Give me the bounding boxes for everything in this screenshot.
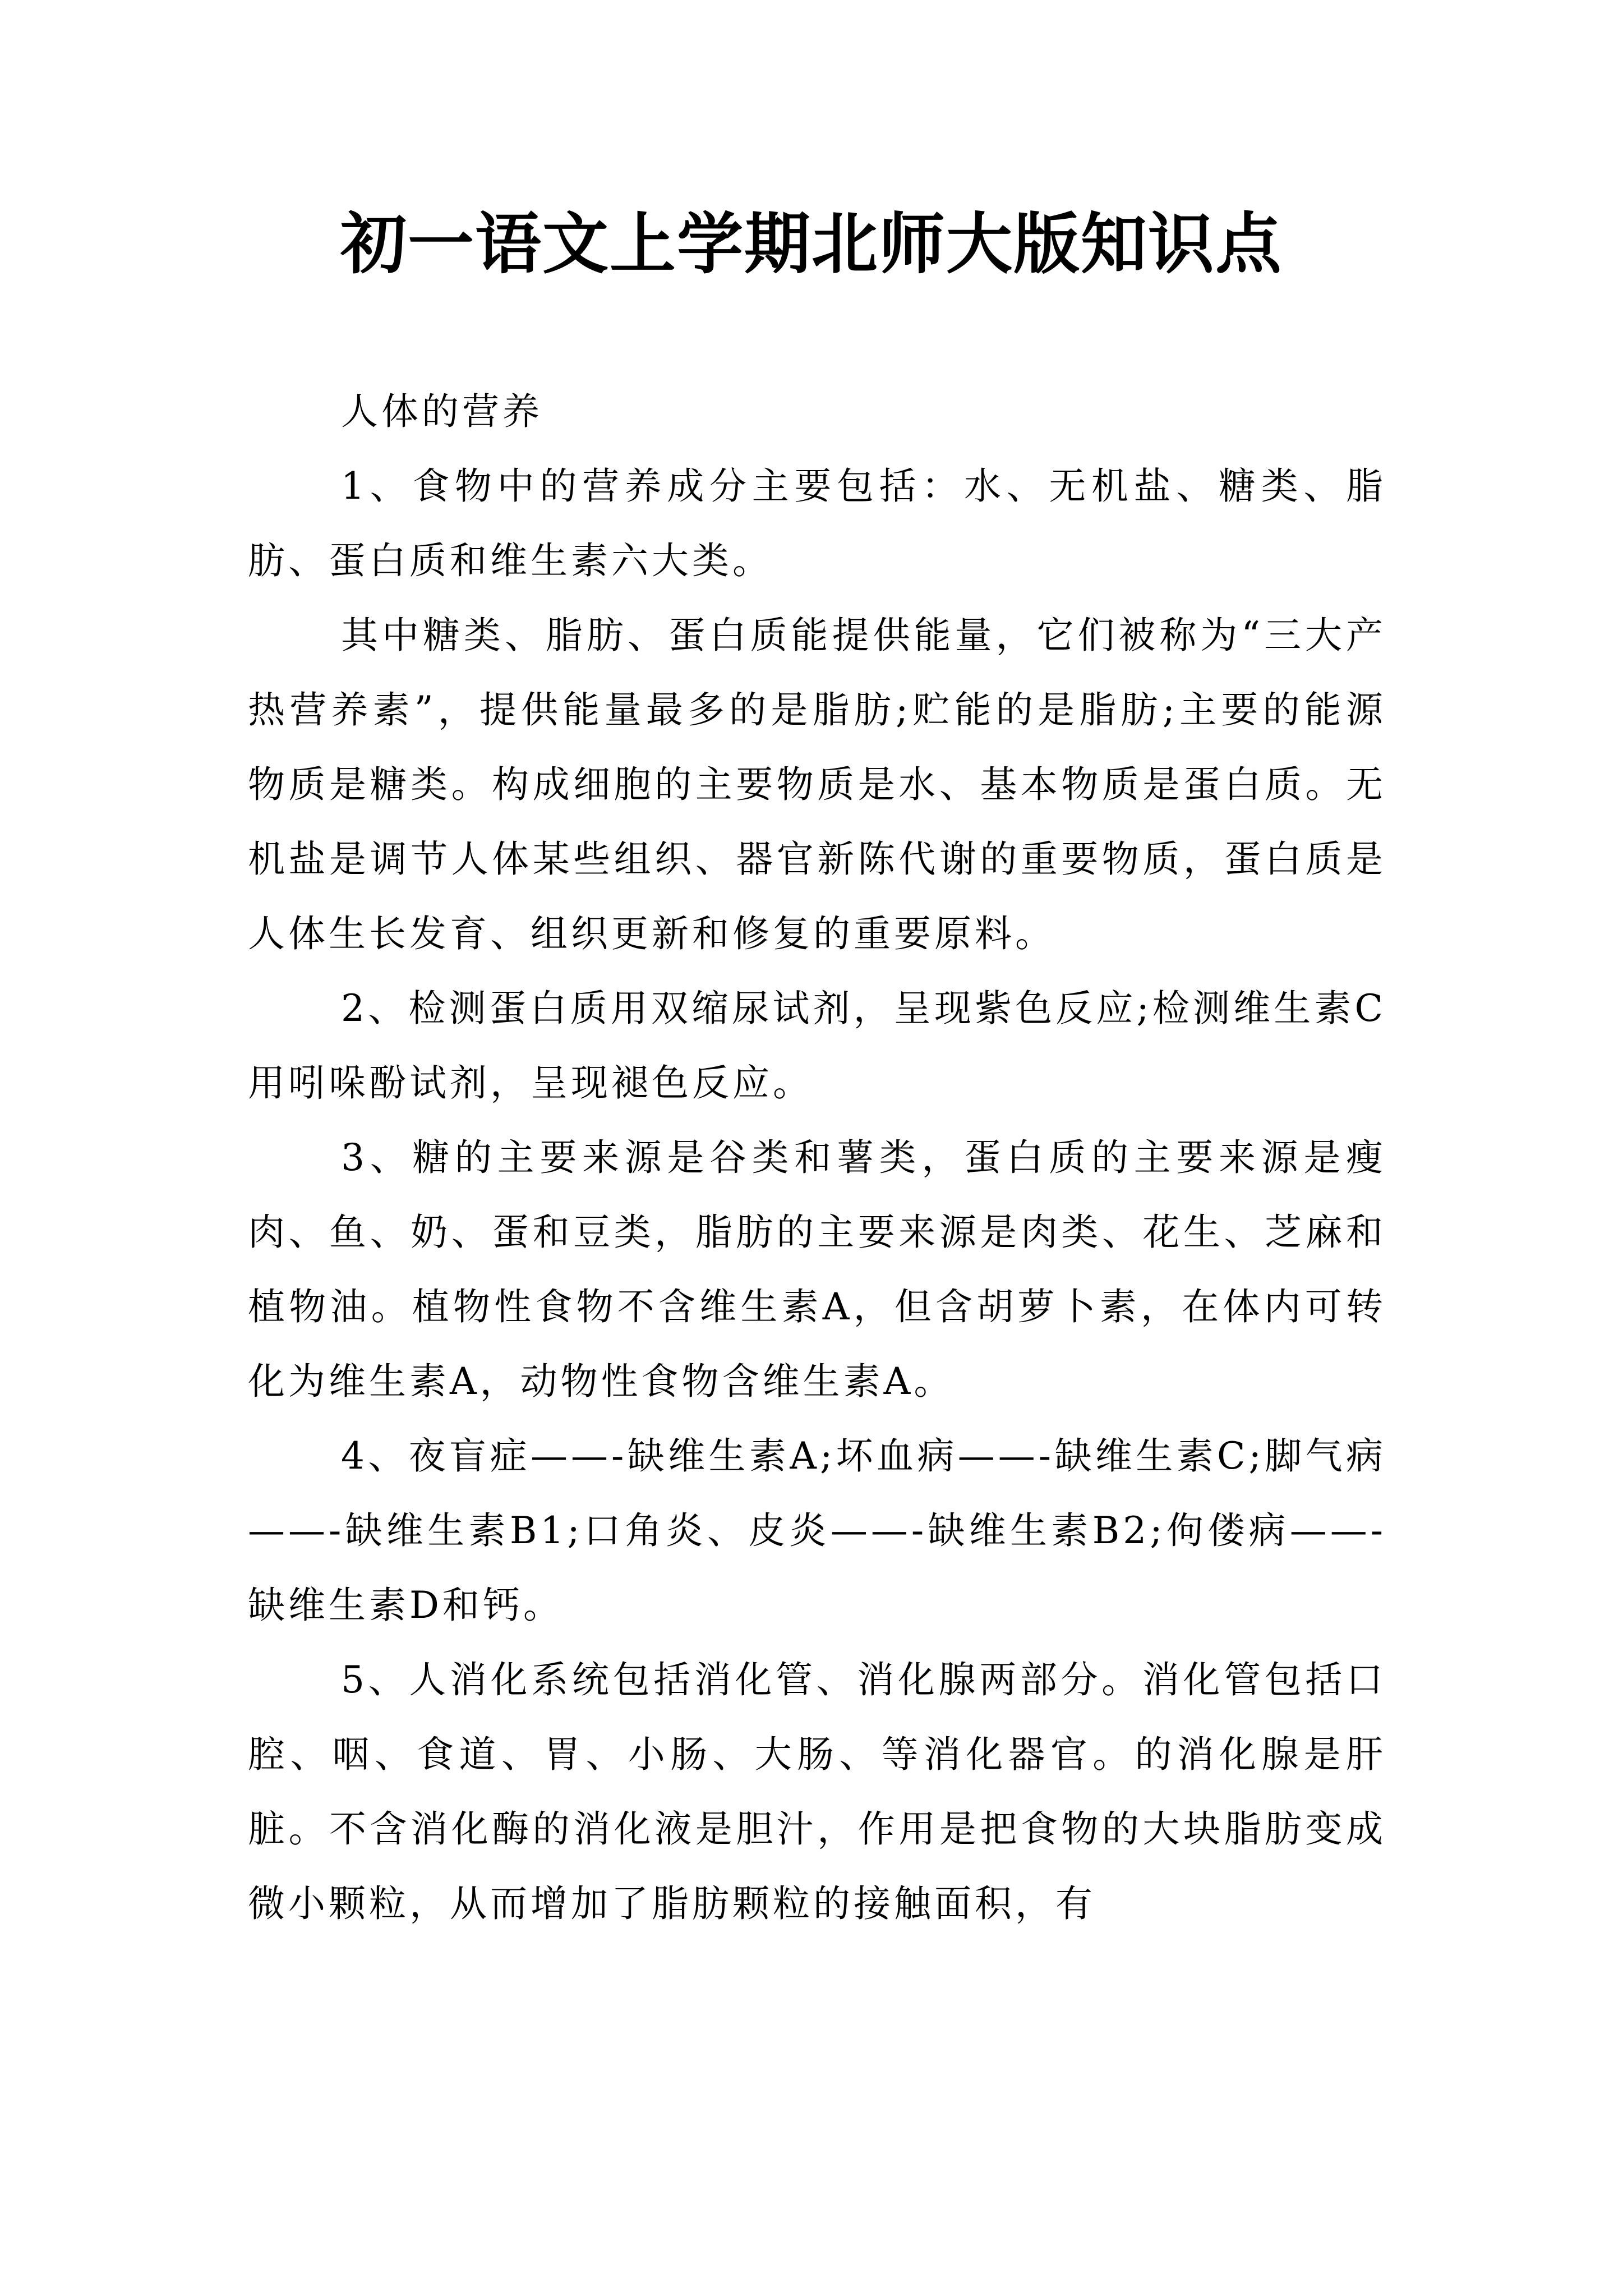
paragraph-1: 1、食物中的营养成分主要包括：水、无机盐、糖类、脂肪、蛋白质和维生素六大类。 <box>248 464 1386 582</box>
document-title: 初一语文上学期北师大版知识点 <box>340 205 1283 283</box>
paragraph-4: 3、糖的主要来源是谷类和薯类，蛋白质的主要来源是瘦肉、鱼、奶、蛋和豆类，脂肪的主要来源是肉类、花生、芝麻和植物油。植物性食物不含维生素A，但含胡萝卜素，在体内可转化为维生素A，动物性食物含维生素A。 <box>248 1136 1386 1403</box>
document-body <box>248 374 1386 1941</box>
paragraph-5: 4、夜盲症——-缺维生素A;坏血病——-缺维生素C;脚气病——-缺维生素B1;口角炎、皮炎——-缺维生素B2;佝偻病——-缺维生素D和钙。 <box>248 1434 1386 1627</box>
paragraph-3: 2、检测蛋白质用双缩尿试剂，呈现紫色反应;检测维生素C用吲哚酚试剂，呈现褪色反应。 <box>248 987 1386 1105</box>
section-heading: 人体的营养 <box>341 390 543 433</box>
paragraph-6: 5、人消化系统包括消化管、消化腺两部分。消化管包括口腔、咽、食道、胃、小肠、大肠、等消化器官。的消化腺是肝脏。不含消化酶的消化液是胆汁，作用是把食物的大块脂肪变成微小颗粒，从而增加了脂肪颗粒的接触面积，有 <box>248 1658 1386 1925</box>
paragraph-2: 其中糖类、脂肪、蛋白质能提供能量，它们被称为“三大产热营养素”，提供能量最多的是脂肪;贮能的是脂肪;主要的能源物质是糖类。构成细胞的主要物质是水、基本物质是蛋白质。无机盐是调节人体某些组织、器官新陈代谢的重要物质，蛋白质是人体生长发育、组织更新和修复的重要原料。 <box>248 614 1386 955</box>
